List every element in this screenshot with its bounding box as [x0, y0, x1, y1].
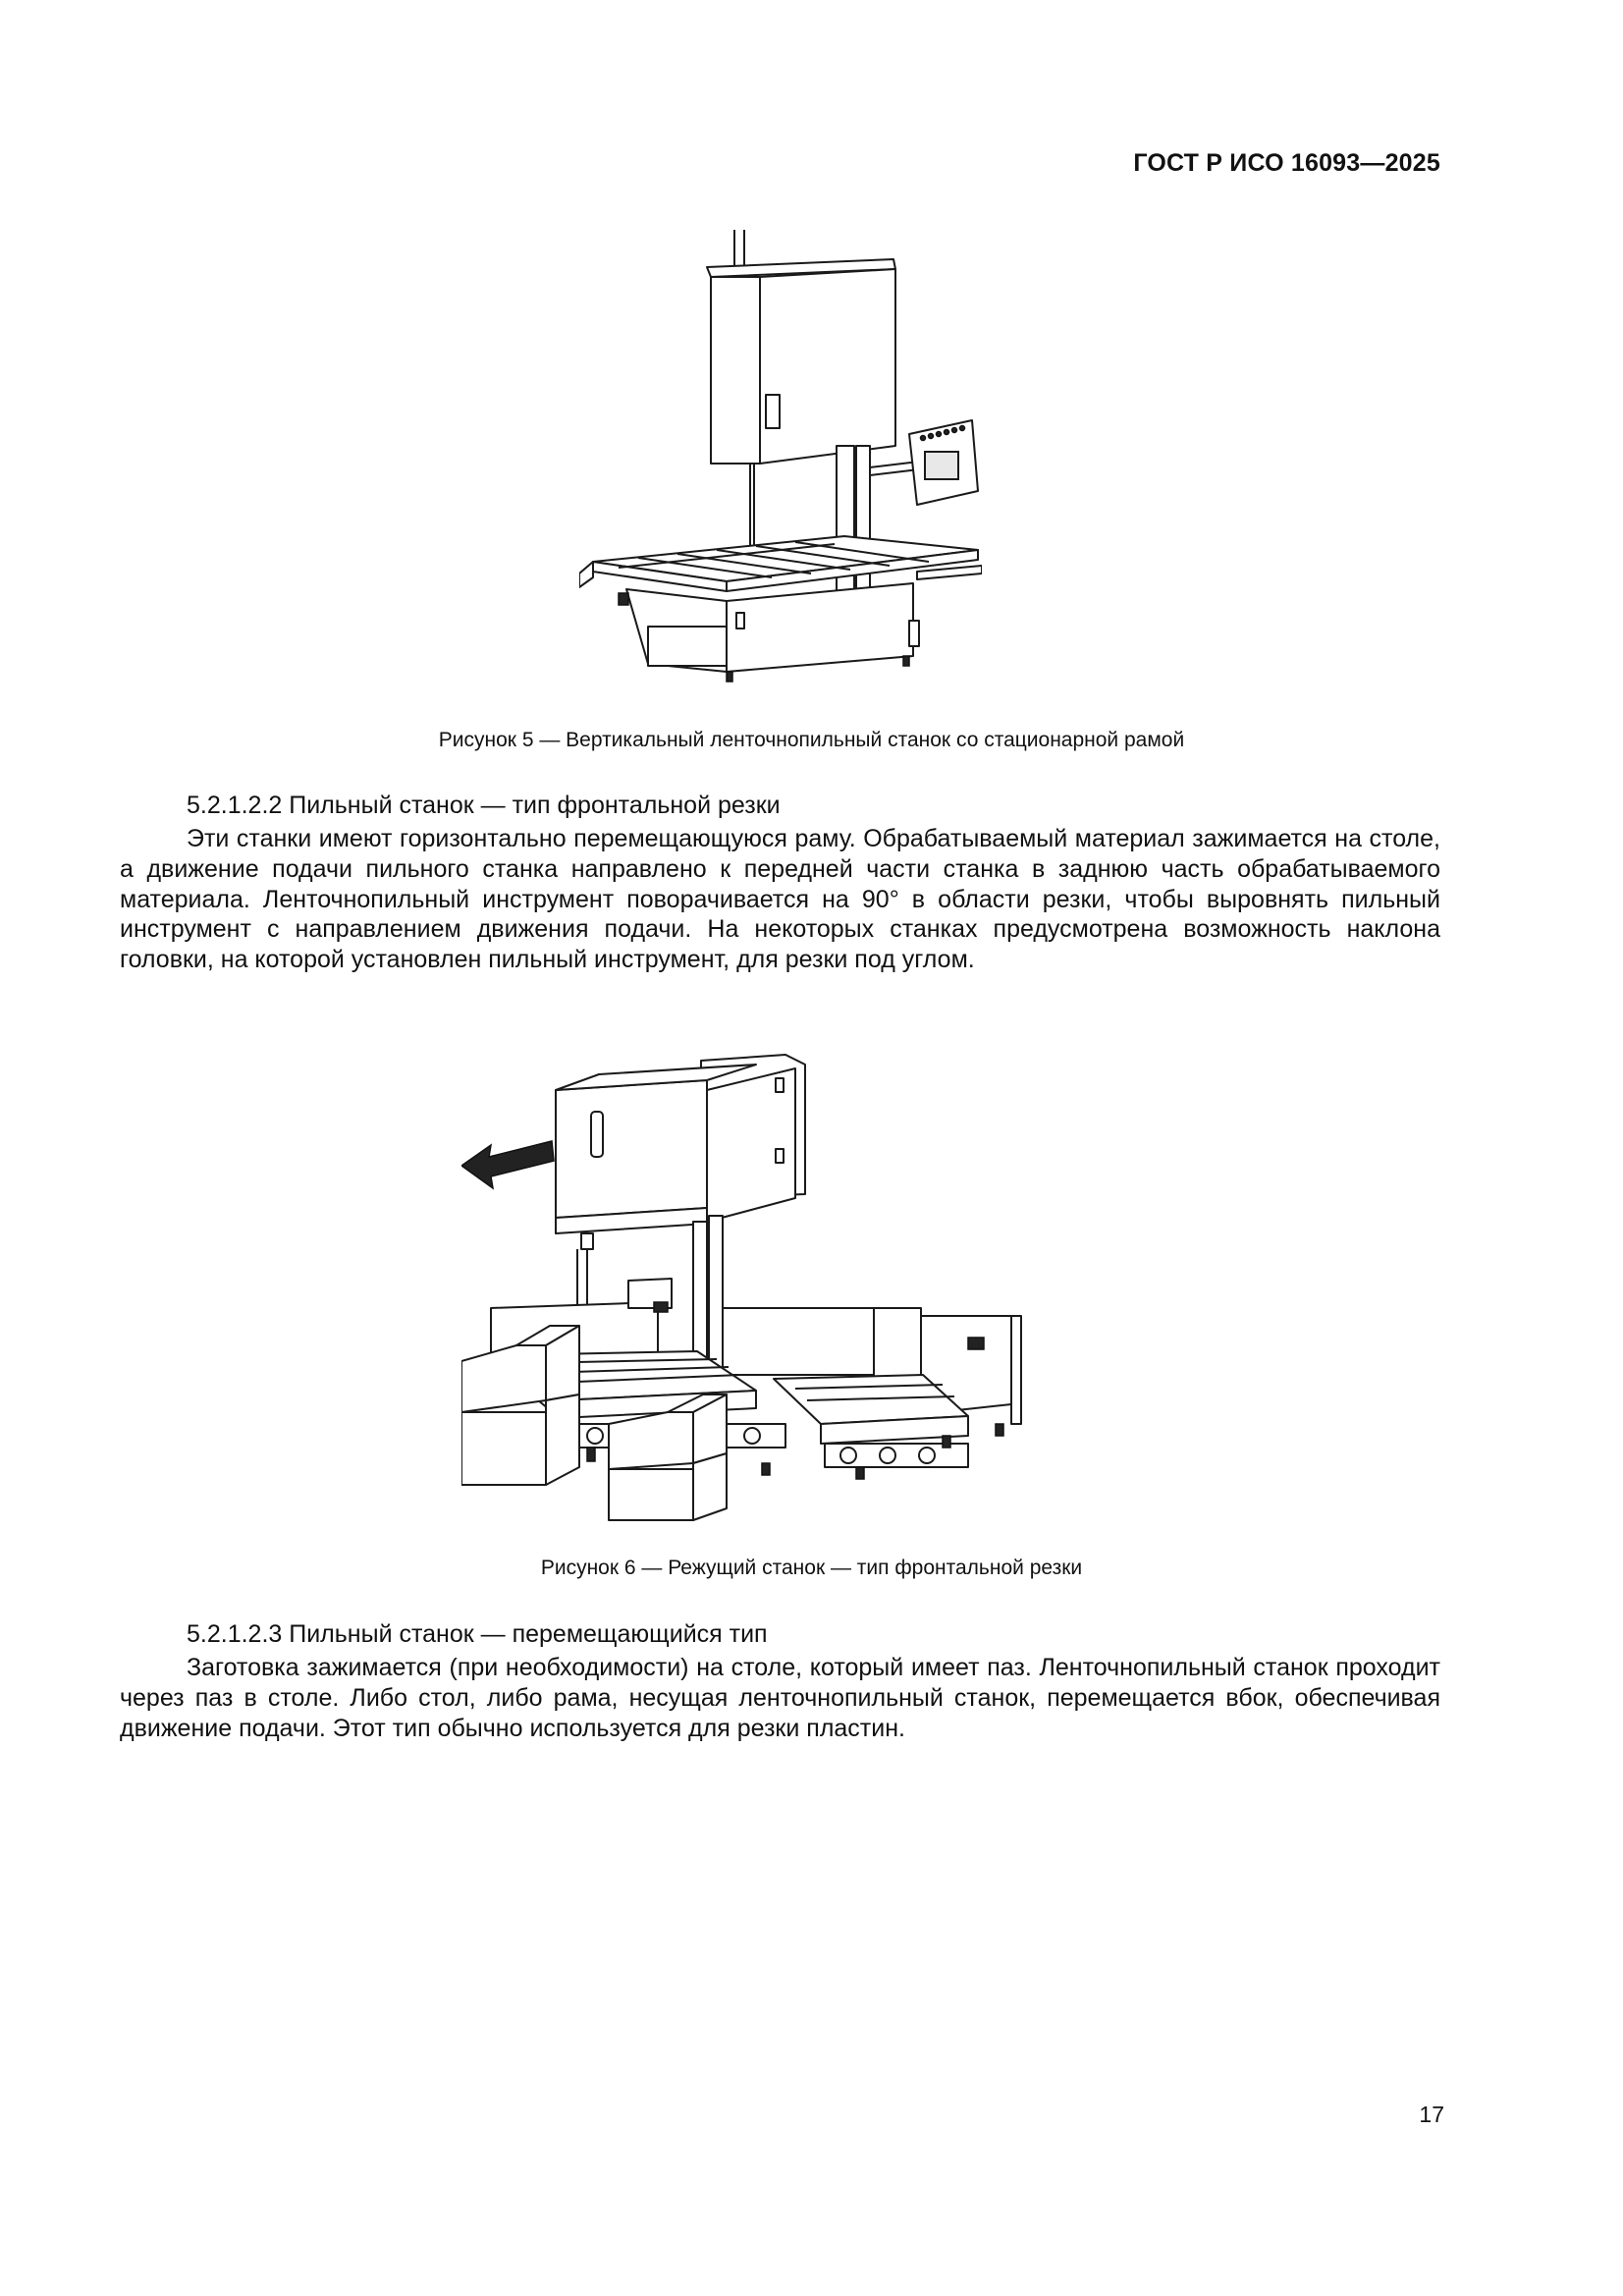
- document-code-header: ГОСТ Р ИСО 16093—2025: [1133, 149, 1440, 177]
- figure-5-caption: Рисунок 5 — Вертикальный ленточнопильный станок со стационарной рамой: [438, 729, 1185, 751]
- figure-6-caption: Рисунок 6 — Режущий станок — тип фронтальной резки: [540, 1557, 1083, 1579]
- page-number: 17: [1419, 2102, 1444, 2127]
- section-paragraph-5-2-1-2-2: Эти станки имеют горизонтально перемещающуюся раму. Обрабатываемый материал зажимается на столе, а движение подачи пильного станка направлено к передней части станка в заднюю часть обрабатываемого материала. Ленточнопильный инструмент поворачивается на 90° в области резки, чтобы выровнять пильный инструмент с направлением движения подачи. На некоторых станках предусмотрена возможность наклона головки, на которой установлен пильный инструмент, для резки под углом.: [120, 825, 1440, 974]
- section-paragraph-5-2-1-2-3: Заготовка зажимается (при необходимости) на столе, который имеет паз. Ленточнопильный станок проходит через паз в столе. Либо стол, либо рама, несущая ленточнопильный станок, перемещается вбок, обеспечивая движение подачи. Этот тип обычно используется для резки пластин.: [120, 1654, 1440, 1742]
- feed-direction-arrow: [461, 1141, 554, 1188]
- section-heading-5-2-1-2-3: 5.2.1.2.3 Пильный станок — перемещающийся тип: [187, 1620, 768, 1648]
- figure-6-illustration: [461, 1051, 1100, 1524]
- figure-5-illustration: [579, 228, 982, 691]
- section-heading-5-2-1-2-2: 5.2.1.2.2 Пильный станок — тип фронтальной резки: [187, 792, 781, 819]
